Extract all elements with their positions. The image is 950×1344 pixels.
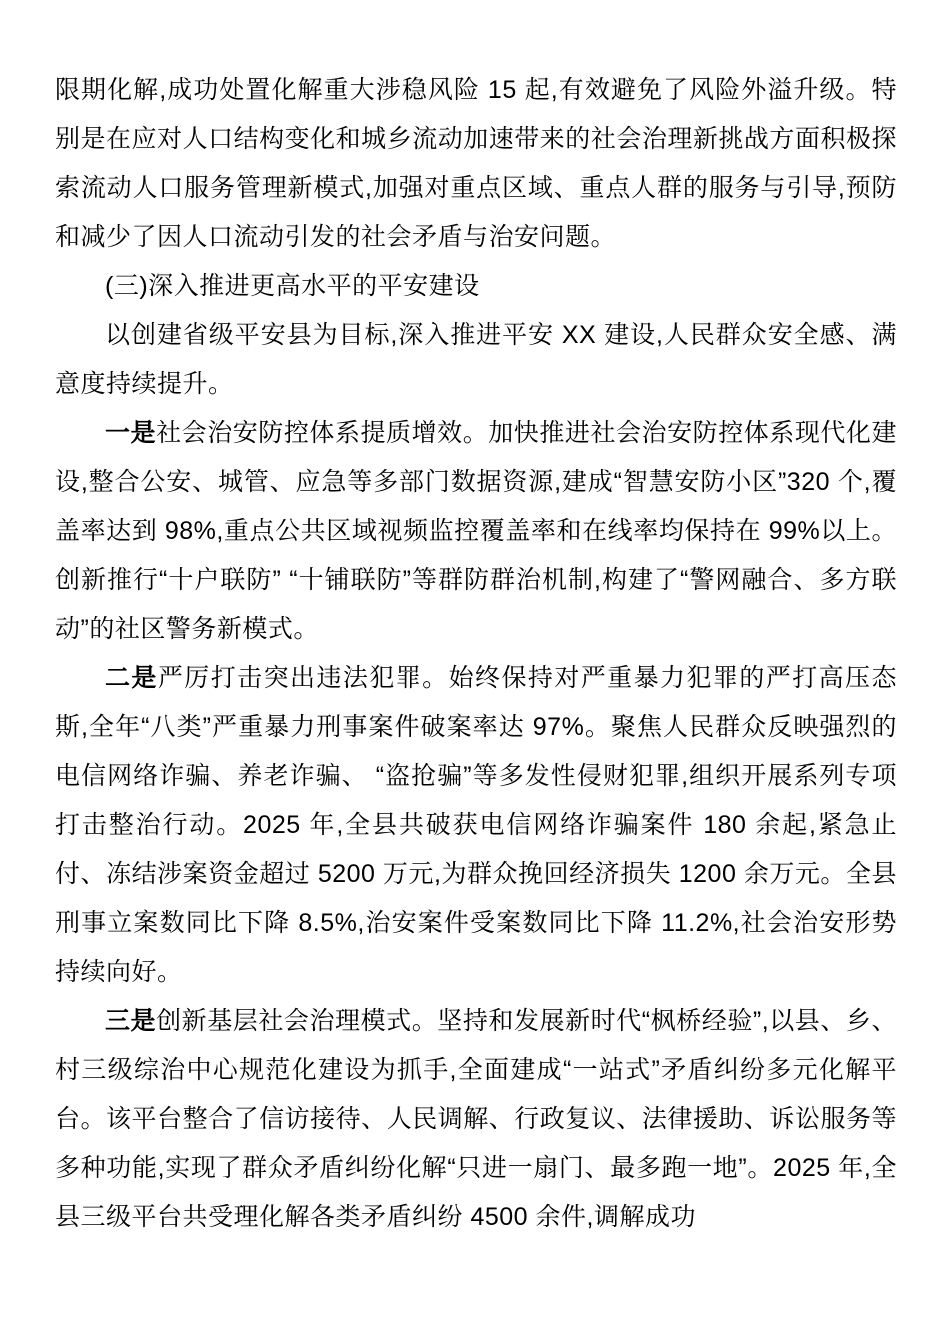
continuation-paragraph — [55, 66, 897, 262]
paragraph-text: 以创建省级平安县为目标,深入推进平安 XX 建设,人民群众安全感、满意度持续提升。 — [55, 321, 897, 398]
point-1-paragraph — [55, 409, 897, 654]
paragraph-text: 创新基层社会治理模式。坚持和发展新时代“枫桥经验”,以县、乡、村三级综治中心规范化建设为抓手,全面建成“一站式”矛盾纠纷多元化解平台。该平台整合了信访接待、人民调解、行政复议、法律援助、诉讼服务等多种功能,实现了群众矛盾纠纷化解“只进一扇门、最多跑一地”。2025 年,全县三级平台共受理化解各类矛盾纠纷 4500 余件,调解成功 — [55, 1007, 897, 1231]
paragraph-lead-bold: 一是 — [105, 419, 157, 447]
paragraph-lead-bold: 二是 — [105, 664, 158, 692]
paragraph-text: (三)深入推进更高水平的平安建设 — [105, 272, 480, 300]
point-2-paragraph — [55, 654, 897, 997]
section-intro-paragraph — [55, 311, 897, 409]
point-3-paragraph — [55, 997, 897, 1242]
paragraph-text: 严厉打击突出违法犯罪。始终保持对严重暴力犯罪的严打高压态斯,全年“八类”严重暴力刑事案件破案率达 97%。聚焦人民群众反映强烈的电信网络诈骗、养老诈骗、 “盗抢骗”等多发性侵财犯罪,组织开展系列专项打击整治行动。2025 年,全县共破获电信网络诈骗案件 180 余起,紧急止付、冻结涉案资金超过 5200 万元,为群众挽回经济损失 1200 余万元。全县刑事立案数同比下降 8.5%,治安案件受案数同比下降 11.2%,社会治安形势持续向好。 — [55, 664, 897, 986]
paragraph-text: 社会治安防控体系提质增效。加快推进社会治安防控体系现代化建设,整合公安、城管、应急等多部门数据资源,建成“智慧安防小区”320 个,覆盖率达到 98%,重点公共区域视频监控覆盖率和在线率均保持在 99%以上。创新推行“十户联防” “十铺联防”等群防群治机制,构建了“警网融合、多方联动”的社区警务新模式。 — [55, 419, 897, 643]
paragraph-text: 限期化解,成功处置化解重大涉稳风险 15 起,有效避免了风险外溢升级。特别是在应对人口结构变化和城乡流动加速带来的社会治理新挑战方面积极探索流动人口服务管理新模式,加强对重点区域、重点人群的服务与引导,预防和减少了因人口流动引发的社会矛盾与治安问题。 — [55, 76, 897, 251]
section-heading — [55, 262, 897, 311]
paragraph-lead-bold: 三是 — [105, 1007, 157, 1035]
